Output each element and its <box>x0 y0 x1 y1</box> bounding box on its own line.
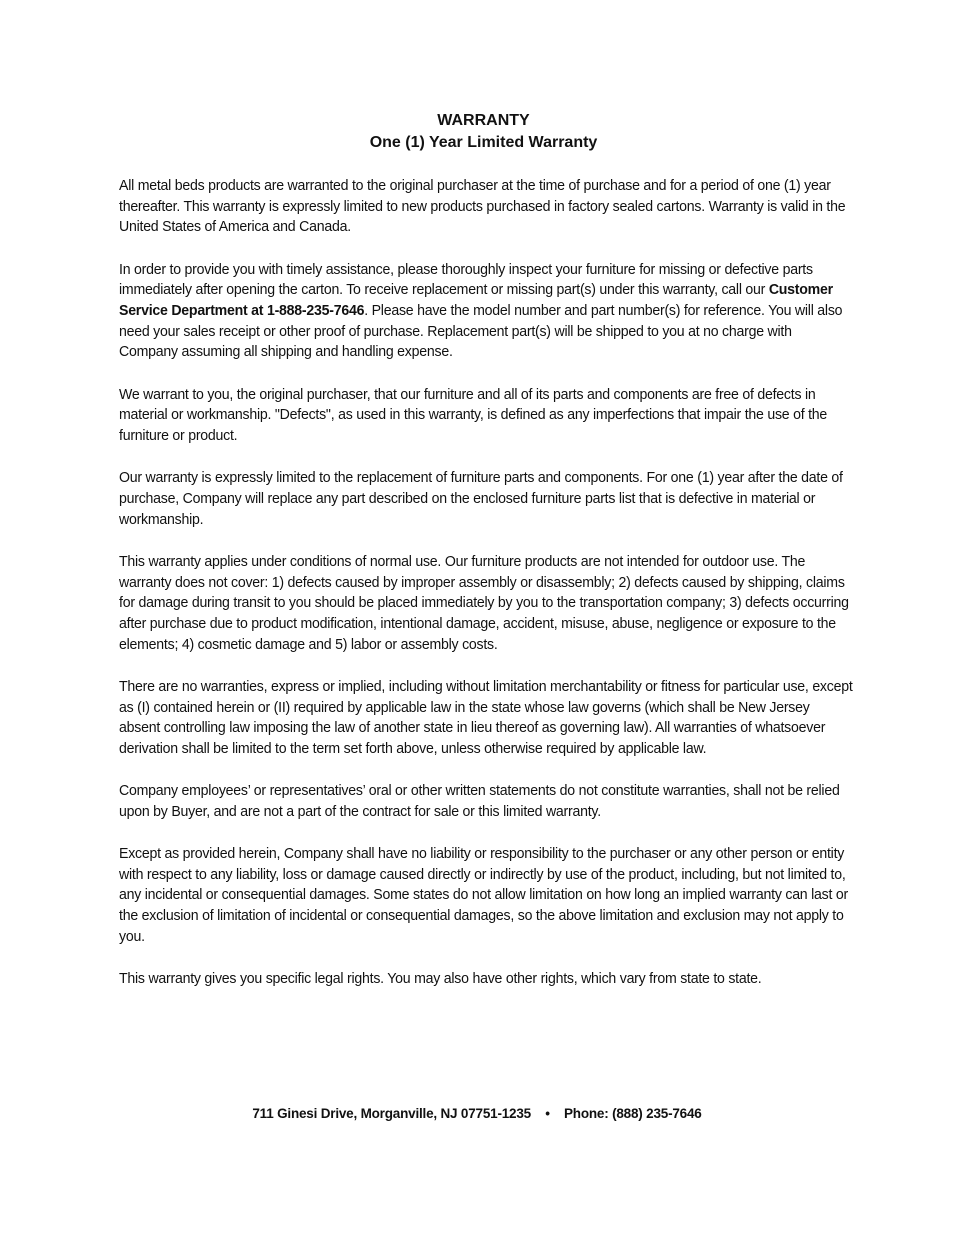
paragraph-replacement: Our warranty is expressly limited to the replacement of furniture parts and components. For one (1) year after the date of purchase, Company will replace any part described on the enclosed furniture parts list that is defective in material or workmanship. <box>119 469 843 528</box>
paragraph-defects: We warrant to you, the original purchaser, that our furniture and all of its parts and components are free of defects in material or workmanship. "Defects", as used in this warranty, is defined as any imperfections that impair the use of the furniture or product. <box>119 385 828 445</box>
document-subtitle: One (1) Year Limited Warranty <box>369 134 598 151</box>
warranty-body <box>119 176 854 990</box>
customer-service-phone: Customer Service Department at 1-888-235-7646 <box>119 281 833 320</box>
warranty-page <box>119 110 854 1011</box>
footer-address: 711 Ginesi Drive, Morganville, NJ 07751-1235 <box>252 1106 531 1121</box>
footer-phone: Phone: (888) 235-7646 <box>563 1106 702 1121</box>
document-title: WARRANTY <box>437 112 530 129</box>
title-block <box>113 110 854 154</box>
paragraph-statements: Company employees’ or representatives’ oral or other written statements do not constitute warranties, shall not be relied upon by Buyer, and are not a part of the contract for sale or this limited warranty. <box>119 782 840 820</box>
footer-separator: • <box>545 1106 550 1121</box>
paragraph-legal-rights: This warranty gives you specific legal rights. You may also have other rights, which vary from state to state. <box>119 970 762 988</box>
assistance-text-after: . Please have the model number and part number(s) for reference. You will also need your sales receipt or other proof of purchase. Replacement part(s) will be shipped to you at no charge with Company assuming all shipping and handling expense. <box>119 302 843 361</box>
paragraph-no-warranties: There are no warranties, express or implied, including without limitation merchantability or fitness for particular use, except as (I) contained herein or (II) required by applicable law in the state whose law governs (which shall be New Jersey absent controlling law imposing the law of another state in lieu thereof as governing law). All warranties of whatsoever derivation shall be limited to the term set forth above, unless otherwise required by applicable law. <box>119 677 853 757</box>
assistance-text-before: In order to provide you with timely assistance, please thoroughly inspect your furniture for missing or defective parts immediately after opening the carton. To receive replacement or missing part(s) under this warranty, call our <box>119 260 813 299</box>
paragraph-conditions: This warranty applies under conditions of normal use. Our furniture products are not intended for outdoor use. The warranty does not cover: 1) defects caused by improper assembly or disassembly; 2) defects caused by shipping, claims for damage during transit to you should be placed immediately by you to the transportation company; 3) defects occurring after purchase due to product modification, intentional damage, accident, misuse, abuse, negligence or exposure to the elements; 4) cosmetic damage and 5) labor or assembly costs. <box>119 552 849 653</box>
footer-contact <box>0 1106 954 1121</box>
paragraph-assistance <box>119 260 854 364</box>
paragraph-liability: Except as provided herein, Company shall have no liability or responsibility to the purchaser or any other person or entity with respect to any liability, loss or damage caused directly or indirectly by use of the product, including, but not limited to, any incidental or consequential damages. Some states do not allow limitation on how long an implied warranty can last or the exclusion of limitation of incidental or consequential damages, so the above limitation and exclusion may not apply to you. <box>119 845 848 945</box>
paragraph-coverage: All metal beds products are warranted to the original purchaser at the time of purchase and for a period of one (1) year thereafter. This warranty is expressly limited to new products purchased in factory sealed cartons. Warranty is valid in the United States of America and Canada. <box>119 177 846 236</box>
